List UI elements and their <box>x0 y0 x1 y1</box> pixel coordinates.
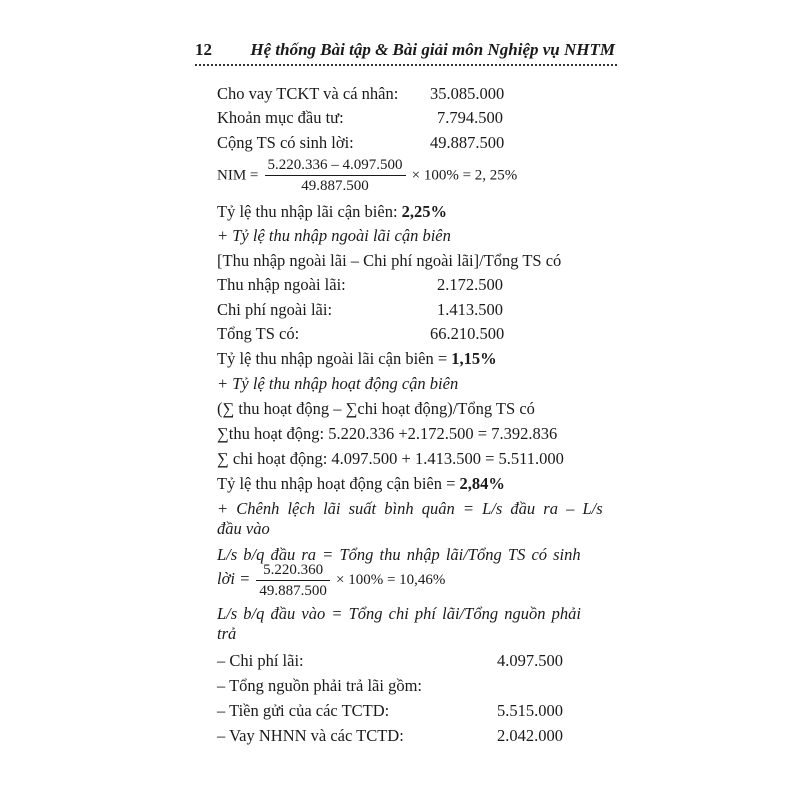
investment-value: 7.794.500 <box>437 108 503 127</box>
operating-formula: (∑ thu hoạt động – ∑chi hoạt động)/Tổng TS có <box>217 399 535 418</box>
operating-income-line: ∑thu hoạt động: 5.220.336 +2.172.500 = 7.392.836 <box>217 424 558 443</box>
nim-denominator: 49.887.500 <box>301 178 369 194</box>
noninterest-formula: [Thu nhập ngoài lãi – Chi phí ngoài lãi]/Tổng TS có <box>217 251 562 270</box>
noninterest-result-value: 1,15% <box>451 349 497 368</box>
noninterest-result <box>217 349 497 369</box>
nim-result <box>217 202 447 222</box>
operating-result <box>217 474 505 494</box>
operating-result-label: Tỷ lệ thu nhập hoạt động cận biên = <box>217 474 456 493</box>
noninterest-income-label: Thu nhập ngoài lãi: <box>217 275 346 294</box>
page-header <box>195 40 615 64</box>
noninterest-heading: + Tỷ lệ thu nhập ngoài lãi cận biên <box>217 226 451 245</box>
running-title: Hệ thống Bài tập & Bài giải môn Nghiệp vụ NHTM <box>250 40 615 59</box>
earning-assets-label: Cộng TS có sinh lời: <box>217 133 354 152</box>
deposits-label: – Tiền gửi của các TCTD: <box>217 701 390 720</box>
loans-value: 35.085.000 <box>430 84 505 103</box>
operating-heading: + Tỷ lệ thu nhập hoạt động cận biên <box>217 374 459 393</box>
nim-numerator: 5.220.336 – 4.097.500 <box>265 156 406 176</box>
output-rate-formula <box>217 560 445 600</box>
nim-formula <box>217 156 517 195</box>
total-sources-label: – Tổng nguồn phải trả lãi gồm: <box>217 676 423 695</box>
operating-expense-line: ∑ chi hoạt động: 4.097.500 + 1.413.500 = 5.511.000 <box>217 449 564 468</box>
header-divider <box>195 64 617 66</box>
noninterest-expense-value: 1.413.500 <box>437 300 503 319</box>
noninterest-result-label: Tỷ lệ thu nhập ngoài lãi cận biên = <box>217 349 448 368</box>
loans-label: Cho vay TCKT và cá nhân: <box>217 84 399 103</box>
borrowing-value: 2.042.000 <box>497 726 563 745</box>
output-rate-lhs: lời = <box>217 569 251 588</box>
total-assets-label: Tổng TS có: <box>217 324 300 343</box>
nim-result-label: Tỷ lệ thu nhập lãi cận biên: <box>217 202 398 221</box>
borrowing-label: – Vay NHNN và các TCTD: <box>217 726 404 745</box>
output-rate-line1: L/s b/q đầu ra = Tổng thu nhập lãi/Tổng TS có sinh <box>217 545 581 564</box>
output-rate-rhs: × 100% = 10,46% <box>335 572 446 589</box>
input-rate-line2: trả <box>217 624 237 643</box>
total-assets-value: 66.210.500 <box>430 324 505 343</box>
interest-cost-value: 4.097.500 <box>497 651 563 670</box>
deposits-value: 5.515.000 <box>497 701 563 720</box>
page-number: 12 <box>195 40 212 59</box>
spread-heading-line2: đầu vào <box>217 519 270 538</box>
nim-fraction <box>265 156 406 195</box>
output-rate-fraction <box>256 561 330 600</box>
investment-label: Khoản mục đầu tư: <box>217 108 344 127</box>
interest-cost-label: – Chi phí lãi: <box>217 651 304 670</box>
output-rate-denominator: 49.887.500 <box>259 582 327 599</box>
earning-assets-value: 49.887.500 <box>430 133 505 152</box>
noninterest-income-value: 2.172.500 <box>437 275 503 294</box>
nim-lhs: NIM = <box>217 167 259 184</box>
output-rate-numerator: 5.220.360 <box>256 561 330 581</box>
nim-rhs: × 100% = 2, 25% <box>411 167 518 184</box>
nim-result-value: 2,25% <box>401 202 448 221</box>
noninterest-expense-label: Chi phí ngoài lãi: <box>217 300 333 319</box>
input-rate-line1: L/s b/q đầu vào = Tổng chi phí lãi/Tổng nguồn phải <box>217 604 581 623</box>
spread-heading-line1: + Chênh lệch lãi suất bình quân = L/s đầu ra – L/s <box>217 499 603 518</box>
operating-result-value: 2,84% <box>459 474 505 493</box>
